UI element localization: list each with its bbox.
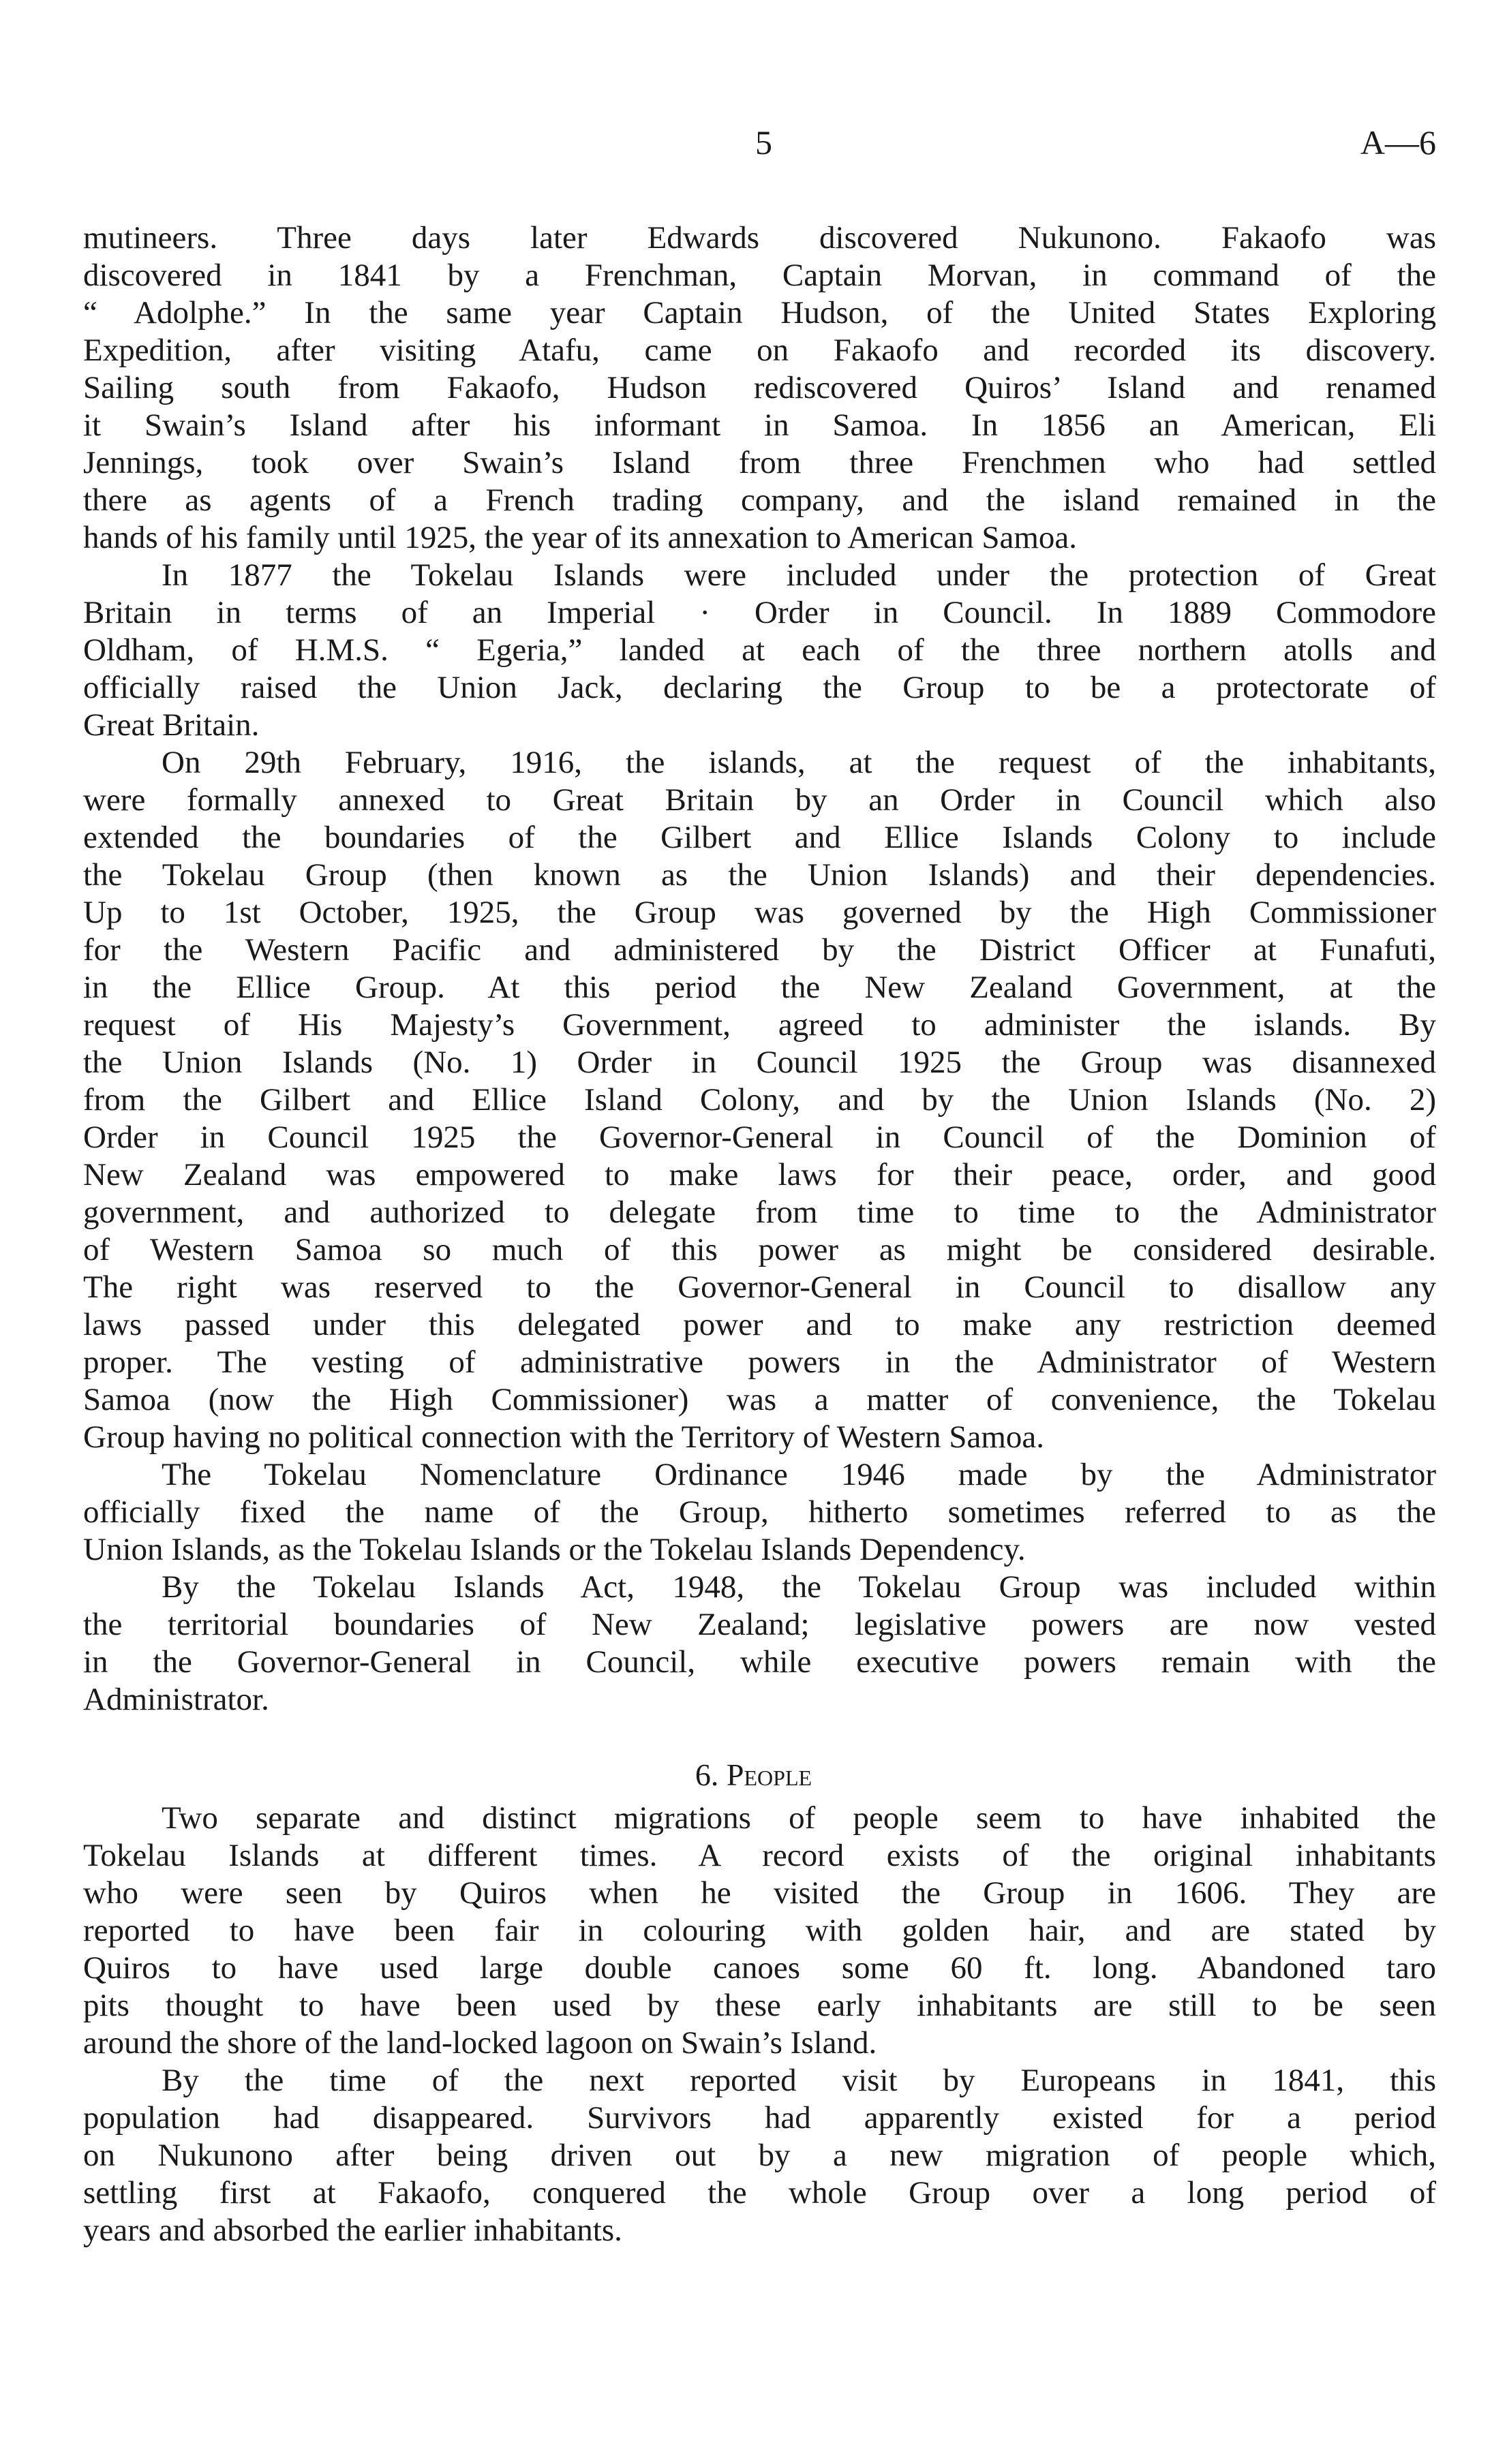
text-line: in the Ellice Group. At this period the New Zealand Government, at the — [83, 970, 1436, 1005]
text-line: settling first at Fakaofo, conquered the whole Group over a long period of — [83, 2175, 1436, 2211]
text-line: Union Islands, as the Tokelau Islands or the Tokelau Islands Dependency. — [83, 1532, 1026, 1567]
text-line: The right was reserved to the Governor-General in Council to disallow any — [83, 1269, 1436, 1305]
text-line: Tokelau Islands at different times. A record exists of the original inhabitants — [83, 1838, 1436, 1873]
text-line: Great Britain. — [83, 707, 260, 743]
paragraph — [83, 2062, 1436, 2249]
document-reference: A—6 — [1360, 123, 1436, 161]
paragraph — [83, 1569, 1436, 1719]
text-line: Up to 1st October, 1925, the Group was governed by the High Commissioner — [83, 895, 1436, 930]
section-number: 6. — [695, 1757, 719, 1792]
text-line: population had disappeared. Survivors had apparently existed for a period — [83, 2100, 1436, 2136]
text-line: Samoa (now the High Commissioner) was a matter of convenience, the Tokelau — [83, 1382, 1436, 1417]
text-line: officially raised the Union Jack, declaring the Group to be a protectorate of — [83, 670, 1436, 705]
text-line: reported to have been fair in colouring with golden hair, and are stated by — [83, 1913, 1436, 1948]
text-line: hands of his family until 1925, the year of its annexation to American Samoa. — [83, 520, 1077, 555]
section-title: People — [726, 1757, 812, 1792]
text-line: on Nukunono after being driven out by a new migration of people which, — [83, 2138, 1436, 2173]
text-line: of Western Samoa so much of this power as might be considered desirable. — [83, 1232, 1436, 1267]
text-line: the Union Islands (No. 1) Order in Council 1925 the Group was disannexed — [83, 1045, 1436, 1080]
text-line: extended the boundaries of the Gilbert and Ellice Islands Colony to include — [83, 820, 1436, 855]
page-number: 5 — [755, 123, 772, 161]
text-line: there as agents of a French trading company, and the island remained in the — [83, 482, 1436, 518]
text-line: By the time of the next reported visit by Europeans in 1841, this — [162, 2063, 1436, 2098]
paragraph — [83, 744, 1436, 1456]
text-line: from the Gilbert and Ellice Island Colony, and by the Union Islands (No. 2) — [83, 1082, 1436, 1118]
paragraph — [83, 219, 1436, 557]
text-line: government, and authorized to delegate from time to time to the Administrator — [83, 1195, 1436, 1230]
text-line: who were seen by Quiros when he visited the Group in 1606. They are — [83, 1875, 1436, 1911]
text-line: By the Tokelau Islands Act, 1948, the Tokelau Group was included within — [162, 1569, 1436, 1605]
text-line: On 29th February, 1916, the islands, at the request of the inhabitants, — [162, 745, 1436, 780]
text-line: were formally annexed to Great Britain by an Order in Council which also — [83, 782, 1436, 818]
text-line: Order in Council 1925 the Governor-General in Council of the Dominion of — [83, 1120, 1436, 1155]
text-line: “ Adolphe.” In the same year Captain Hudson, of the United States Exploring — [83, 295, 1436, 330]
text-line: Oldham, of H.M.S. “ Egeria,” landed at each of the three northern atolls and — [83, 632, 1436, 668]
text-line: Sailing south from Fakaofo, Hudson rediscovered Quiros’ Island and renamed — [83, 370, 1436, 405]
text-line: In 1877 the Tokelau Islands were included under the protection of Great — [162, 557, 1436, 593]
text-line: discovered in 1841 by a Frenchman, Captain Morvan, in command of the — [83, 258, 1436, 293]
text-line: mutineers. Three days later Edwards discovered Nukunono. Fakaofo was — [83, 220, 1436, 256]
text-line: the territorial boundaries of New Zealand; legislative powers are now vested — [83, 1607, 1436, 1642]
text-line: laws passed under this delegated power and to make any restriction deemed — [83, 1307, 1436, 1342]
text-line: in the Governor-General in Council, while executive powers remain with the — [83, 1644, 1436, 1680]
text-line: The Tokelau Nomenclature Ordinance 1946 made by the Administrator — [162, 1457, 1436, 1492]
text-line: years and absorbed the earlier inhabitants. — [83, 2213, 622, 2248]
section-heading — [0, 1756, 1507, 1793]
text-line: Jennings, took over Swain’s Island from three Frenchmen who had settled — [83, 445, 1436, 480]
text-line: Administrator. — [83, 1682, 269, 1717]
text-line: around the shore of the land-locked lagoon on Swain’s Island. — [83, 2025, 877, 2061]
text-line: Britain in terms of an Imperial · Order in Council. In 1889 Commodore — [83, 595, 1436, 630]
paragraph — [83, 1800, 1436, 2062]
paragraph — [83, 557, 1436, 744]
text-line: the Tokelau Group (then known as the Union Islands) and their dependencies. — [83, 857, 1436, 893]
text-line: it Swain’s Island after his informant in Samoa. In 1856 an American, Eli — [83, 407, 1436, 443]
text-line: for the Western Pacific and administered by the District Officer at Funafuti, — [83, 932, 1436, 968]
text-line: proper. The vesting of administrative powers in the Administrator of Western — [83, 1344, 1436, 1380]
paragraph — [83, 1456, 1436, 1569]
text-line: pits thought to have been used by these early inhabitants are still to be seen — [83, 1988, 1436, 2023]
text-line: Group having no political connection with the Territory of Western Samoa. — [83, 1419, 1044, 1455]
text-line: New Zealand was empowered to make laws for their peace, order, and good — [83, 1157, 1436, 1192]
text-line: Expedition, after visiting Atafu, came on Fakaofo and recorded its discovery. — [83, 333, 1436, 368]
text-line: Two separate and distinct migrations of people seem to have inhabited the — [162, 1800, 1436, 1836]
body-text-part-2 — [83, 1800, 1436, 2249]
text-line: Quiros to have used large double canoes some 60 ft. long. Abandoned taro — [83, 1950, 1436, 1986]
body-text-part-1 — [83, 219, 1436, 1719]
text-line: officially fixed the name of the Group, hitherto sometimes referred to as the — [83, 1494, 1436, 1530]
text-line: request of His Majesty’s Government, agreed to administer the islands. By — [83, 1007, 1436, 1043]
